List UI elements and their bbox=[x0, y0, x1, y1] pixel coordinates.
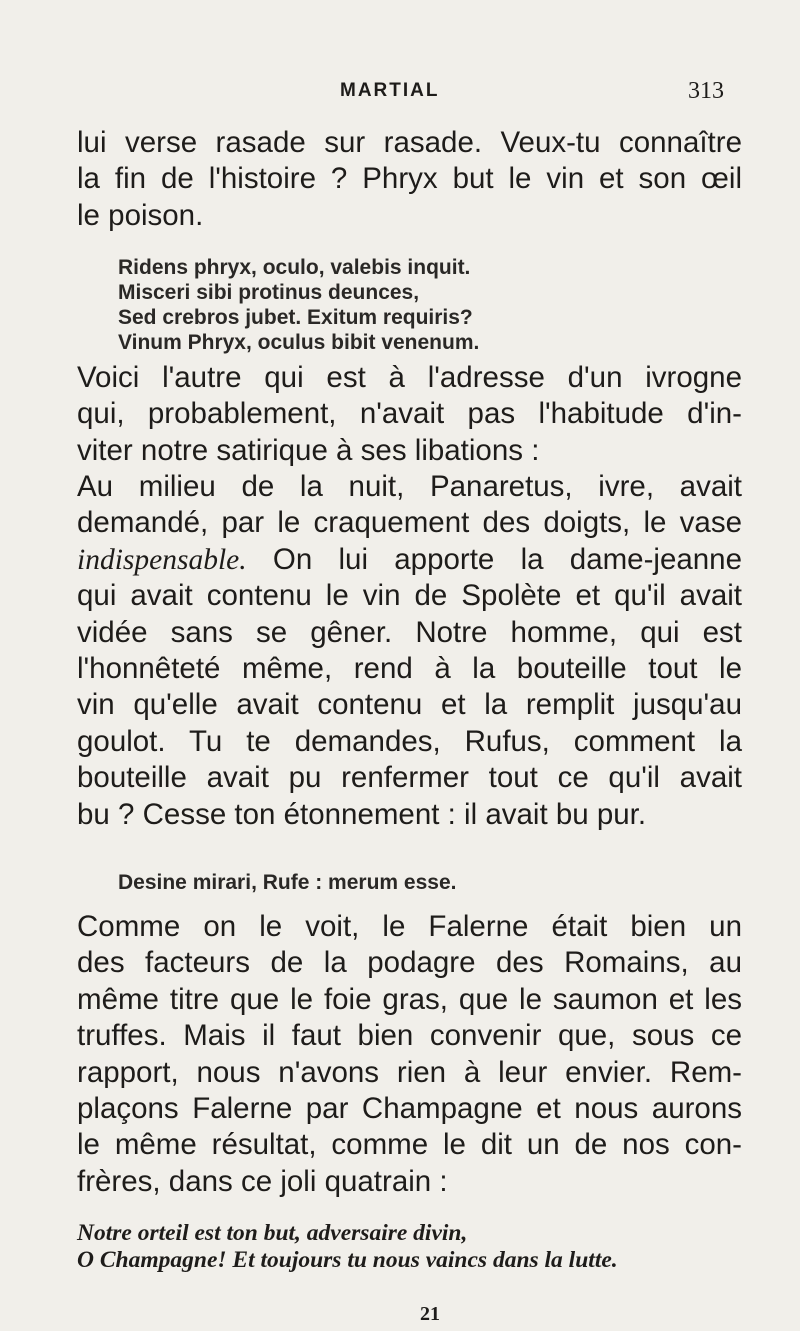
latin-verse-1 bbox=[118, 255, 479, 355]
verse-line: Notre orteil est ton but, adversaire divin, bbox=[77, 1220, 468, 1246]
text-line: l'honnêteté même, rend à la bouteille tout le bbox=[77, 652, 742, 686]
text-line: demandé, par le craquement des doigts, le vase bbox=[77, 506, 742, 540]
text-line: Voici l'autre qui est à l'adresse d'un ivrogne bbox=[77, 361, 742, 394]
text-fragment: On lui apporte la dame-jeanne bbox=[246, 542, 742, 576]
verse-line: Misceri sibi protinus deunces, bbox=[118, 281, 420, 304]
italic-word: indispensable. bbox=[77, 543, 247, 576]
paragraph-2 bbox=[77, 360, 742, 469]
text-line: le même résultat, comme le dit un de nos con- bbox=[77, 1128, 742, 1162]
text-line: bouteille avait pu renfermer tout ce qu'il avait bbox=[77, 761, 742, 795]
text-line: rapport, nous n'avons rien à leur envier. Rem- bbox=[77, 1055, 742, 1089]
text-line: goulot. Tu te demandes, Rufus, comment la bbox=[77, 724, 742, 758]
text-line: lui verse rasade sur rasade. Veux-tu connaître bbox=[77, 126, 742, 159]
verse-line: Sed crebros jubet. Exitum requiris? bbox=[118, 306, 473, 329]
text-line: bu ? Cesse ton étonnement : il avait bu pur. bbox=[77, 797, 647, 831]
page-header bbox=[0, 76, 800, 106]
text-line: même titre que le foie gras, que le saumon et les bbox=[77, 982, 742, 1016]
french-quatrain bbox=[77, 1220, 742, 1274]
verse-line: Desine mirari, Rufe : merum esse. bbox=[118, 871, 457, 894]
text-line: Au milieu de la nuit, Panaretus, ivre, avait bbox=[77, 470, 742, 503]
text-line: truffes. Mais il faut bien convenir que, sous ce bbox=[77, 1019, 742, 1053]
paragraph-3 bbox=[77, 469, 742, 833]
running-head: MARTIAL bbox=[340, 80, 440, 101]
text-line: Comme on le voit, le Falerne était bien un bbox=[77, 910, 742, 943]
text-line: plaçons Falerne par Champagne et nous aurons bbox=[77, 1092, 742, 1126]
text-line: viter notre satirique à ses libations : bbox=[77, 433, 540, 467]
text-line: vidée sans se gêner. Notre homme, qui est bbox=[77, 615, 742, 649]
verse-line: Vinum Phryx, oculus bibit venenum. bbox=[118, 331, 480, 354]
signature-mark: 21 bbox=[420, 1303, 440, 1325]
page-number: 313 bbox=[688, 78, 724, 104]
text-line: le poison. bbox=[77, 198, 204, 232]
paragraph-1 bbox=[77, 125, 742, 234]
text-line bbox=[77, 542, 742, 578]
latin-verse-2 bbox=[118, 870, 456, 895]
verse-line: Ridens phryx, oculo, valebis inquit. bbox=[118, 256, 471, 279]
text-line: qui avait contenu le vin de Spolète et qu'il avait bbox=[77, 579, 742, 613]
text-line: la fin de l'histoire ? Phryx but le vin et son œil bbox=[77, 162, 742, 196]
text-line: qui, probablement, n'avait pas l'habitude d'in- bbox=[77, 397, 742, 431]
text-line: vin qu'elle avait contenu et la remplit jusqu'au bbox=[77, 688, 742, 722]
text-line: frères, dans ce joli quatrain : bbox=[77, 1164, 448, 1198]
text-line: des facteurs de la podagre des Romains, au bbox=[77, 946, 742, 980]
verse-line: O Champagne! Et toujours tu nous vaincs dans la lutte. bbox=[77, 1247, 618, 1273]
paragraph-4 bbox=[77, 909, 742, 1200]
